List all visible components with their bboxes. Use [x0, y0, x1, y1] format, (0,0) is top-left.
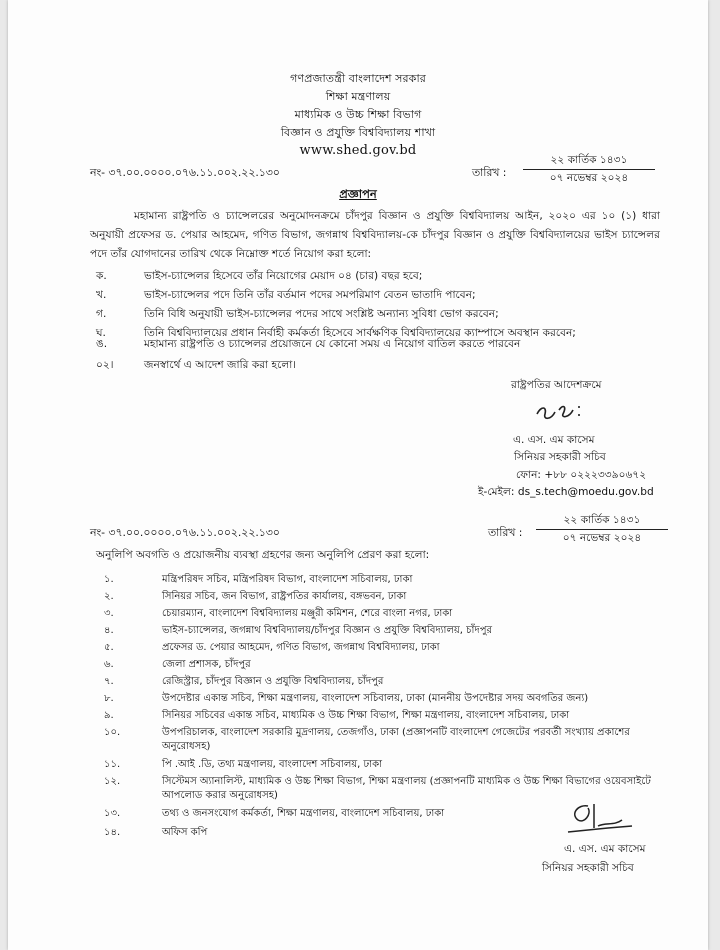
signer-email: ই-মেইল: ds_s.tech@moedu.gov.bd: [478, 486, 654, 498]
copy-item-number: ৯.: [104, 710, 114, 721]
copy-item-text: উপপরিচালক, বাংলাদেশ সরকারি মুদ্রণালয়, তেজগাঁও, ঢাকা (প্রজ্ঞাপনটি বাংলাদেশ গেজেটের পরবর্তী সংখ্যায় প্রকাশের অনুরোধসহ): [162, 727, 630, 752]
copy-item-text: সিনিয়র সচিব, জন বিভাগ, রাষ্ট্রপতির কার্যালয়, বঙ্গভবন, ঢাকা: [162, 591, 407, 602]
condition-text: তিনি বিশ্ববিদ্যালয়ের প্রধান নির্বাহী কর্মকর্তা হিসেবে সার্বক্ষণিক বিশ্ববিদ্যালয়ের ক্যাম্পাসে অবস্থান করবেন;: [144, 327, 576, 339]
copy-memo-number: নং- ৩৭.০০.০০০০.০৭৬.১১.০০২.২২.১৩০: [90, 526, 280, 539]
order-text: জনস্বার্থে এ আদেশ জারি করা হলো।: [144, 359, 297, 371]
notification-intro: [90, 207, 660, 264]
copy-item-number: ৭.: [104, 676, 114, 687]
memo-number: নং- ৩৭.০০.০০০০.০৭৬.১১.০০২.২২.১৩০: [90, 166, 280, 179]
copy-item-text: জেলা প্রশাসক, চাঁদপুর: [162, 659, 251, 670]
copy-item-number: ১৩.: [104, 808, 121, 819]
order-marker: ০২।: [96, 359, 114, 371]
signature-mark: [533, 400, 593, 424]
notification-title: প্রজ্ঞাপন: [339, 187, 377, 201]
copy-item-number: ১২.: [104, 776, 121, 787]
header-division: মাধ্যমিক ও উচ্চ শিক্ষা বিভাগ: [294, 108, 422, 121]
copy-item-number: ৩.: [104, 608, 114, 619]
copy-item-text: সিনিয়র সচিবের একান্ত সচিব, মাধ্যমিক ও উচ্চ শিক্ষা বিভাগ, শিক্ষা মন্ত্রণালয়, বাংলাদেশ সচিবালয়, ঢাকা: [162, 710, 570, 721]
condition-marker: খ.: [96, 289, 107, 301]
copy-date-bangla: ২২ কার্তিক ১৪৩১: [536, 512, 668, 530]
date-bangla: ২২ কার্তিক ১৪৩১: [523, 152, 655, 170]
notification-intro-text: মহামান্য রাষ্ট্রপতি ও চ্যান্সেলরের অনুমোদনক্রমে চাঁদপুর বিজ্ঞান ও প্রযুক্তি বিশ্ববিদ্যালয় আইন, ২০২০ এর ১০ (১) ধারা অনুযায়ী প্রফেসর ড. পেয়ার আহমেদ, গণিত বিভাগ, জগন্নাথ বিশ্ববিদ্যালয়-কে চাঁদপুর বিজ্ঞান ও প্রযুক্তি বিশ্ববিদ্যালয়ের ভাইস চ্যান্সেলর পদে তাঁর যোগদানের তারিখ থেকে নিম্নোক্ত শর্তে নিয়োগ করা হলো:: [90, 210, 660, 260]
copy-item-number: ৫.: [104, 642, 114, 653]
copy-item-text: রেজিস্ট্রার, চাঁদপুর বিজ্ঞান ও প্রযুক্তি বিশ্ববিদ্যালয়, চাঁদপুর: [162, 676, 384, 687]
copy-date: [536, 512, 668, 546]
copy-item-text: সিস্টেমস অ্যানালিস্ট, মাধ্যমিক ও উচ্চ শিক্ষা বিভাগ, শিক্ষা মন্ত্রণালয় (প্রজ্ঞাপনটি মাধ্যমিক ও উচ্চ শিক্ষা বিভাগের ওয়েবসাইটে আপলোড করার অনুরোধসহ): [162, 776, 651, 801]
letterhead: [8, 70, 708, 160]
copy-item-number: ১৪.: [104, 827, 121, 838]
copy-item-number: ৪.: [104, 625, 114, 636]
copy-signer-name: এ. এস. এম কাসেম: [564, 843, 646, 855]
copy-item-text: ভাইস-চ্যান্সেলর, জগন্নাথ বিশ্ববিদ্যালয়/চাঁদপুর বিজ্ঞান ও প্রযুক্তি বিশ্ববিদ্যালয়, চাঁদপুর: [162, 625, 492, 636]
date-english: ০৭ নভেম্বর ২০২৪: [549, 172, 629, 184]
condition-marker: ঙ.: [96, 338, 108, 350]
document-page: [8, 0, 708, 950]
copy-item-number: ২.: [104, 591, 114, 602]
signature-mark: [548, 800, 638, 842]
copy-item-text: তথ্য ও জনসংযোগ কর্মকর্তা, শিক্ষা মন্ত্রণালয়, বাংলাদেশ সচিবালয়, ঢাকা: [162, 808, 445, 819]
by-order-text: রাষ্ট্রপতির আদেশক্রমে: [511, 379, 602, 391]
copy-item-text: প্রফেসর ড. পেয়ার আহমেদ, গণিত বিভাগ, জগন্নাথ বিশ্ববিদ্যালয়, ঢাকা: [162, 642, 440, 653]
copy-item-text: মন্ত্রিপরিষদ সচিব, মন্ত্রিপরিষদ বিভাগ, বাংলাদেশ সচিবালয়, ঢাকা: [162, 574, 413, 585]
header-branch: বিজ্ঞান ও প্রযুক্তি বিশ্ববিদ্যালয় শাখা: [280, 126, 436, 139]
copy-item-number: ১.: [104, 574, 114, 585]
copy-date-label: তারিখ :: [488, 526, 523, 539]
copy-date-english: ০৭ নভেম্বর ২০২৪: [562, 532, 642, 544]
copy-signer-designation: সিনিয়র সহকারী সচিব: [542, 862, 634, 874]
copy-item-text: চেয়ারম্যান, বাংলাদেশ বিশ্ববিদ্যালয় মঞ্জুরী কমিশন, শেরে বাংলা নগর, ঢাকা: [162, 608, 453, 619]
date-label: তারিখ :: [472, 166, 507, 179]
header-website: www.shed.gov.bd: [299, 143, 417, 158]
condition-text: তিনি বিধি অনুযায়ী ভাইস-চ্যান্সেলর পদের সাথে সংশ্লিষ্ট অন্যান্য সুবিধা ভোগ করবেন;: [144, 308, 499, 320]
copy-item-number: ৬.: [104, 659, 114, 670]
condition-text: মহামান্য রাষ্ট্রপতি ও চ্যান্সেলর প্রয়োজনে যে কোনো সময় এ নিয়োগ বাতিল করতে পারবেন: [144, 338, 521, 350]
header-ministry: শিক্ষা মন্ত্রণালয়: [325, 90, 391, 103]
condition-text: ভাইস-চ্যান্সেলর পদে তিনি তাঁর বর্তমান পদের সমপরিমাণ বেতন ভাতাদি পাবেন;: [144, 289, 476, 301]
copy-intro: অনুলিপি অবগতি ও প্রয়োজনীয় ব্যবস্থা গ্রহণের জন্য অনুলিপি প্রেরণ করা হলো:: [96, 549, 430, 561]
condition-text: ভাইস-চ্যান্সেলর হিসেবে তাঁর নিয়োগের মেয়াদ ০৪ (চার) বছর হবে;: [144, 270, 423, 282]
condition-marker: ক.: [96, 270, 107, 282]
copy-item-number: ৮.: [104, 693, 114, 704]
signer-phone: ফোন: +৮৮ ০২২২৩৩৯০৬৭২: [516, 469, 647, 481]
memo-date: [523, 152, 655, 186]
signer-designation: সিনিয়র সহকারী সচিব: [514, 451, 606, 463]
condition-marker: ঘ.: [96, 327, 106, 339]
signer-name: এ. এস. এম কাসেম: [513, 434, 595, 446]
header-government: গণপ্রজাতন্ত্রী বাংলাদেশ সরকার: [290, 72, 426, 85]
copy-item-text: অফিস কপি: [162, 827, 208, 838]
copy-item-text: উপদেষ্টার একান্ত সচিব, শিক্ষা মন্ত্রণালয়, বাংলাদেশ সচিবালয়, ঢাকা (মাননীয় উপদেষ্টার সদয় অবগতির জন্য): [162, 693, 589, 704]
condition-marker: গ.: [96, 308, 107, 320]
copy-item-text: পি .আই .ডি, তথ্য মন্ত্রণালয়, বাংলাদেশ সচিবালয়, ঢাকা: [162, 759, 382, 770]
copy-item-number: ১০.: [104, 727, 121, 738]
copy-item-number: ১১.: [104, 759, 121, 770]
